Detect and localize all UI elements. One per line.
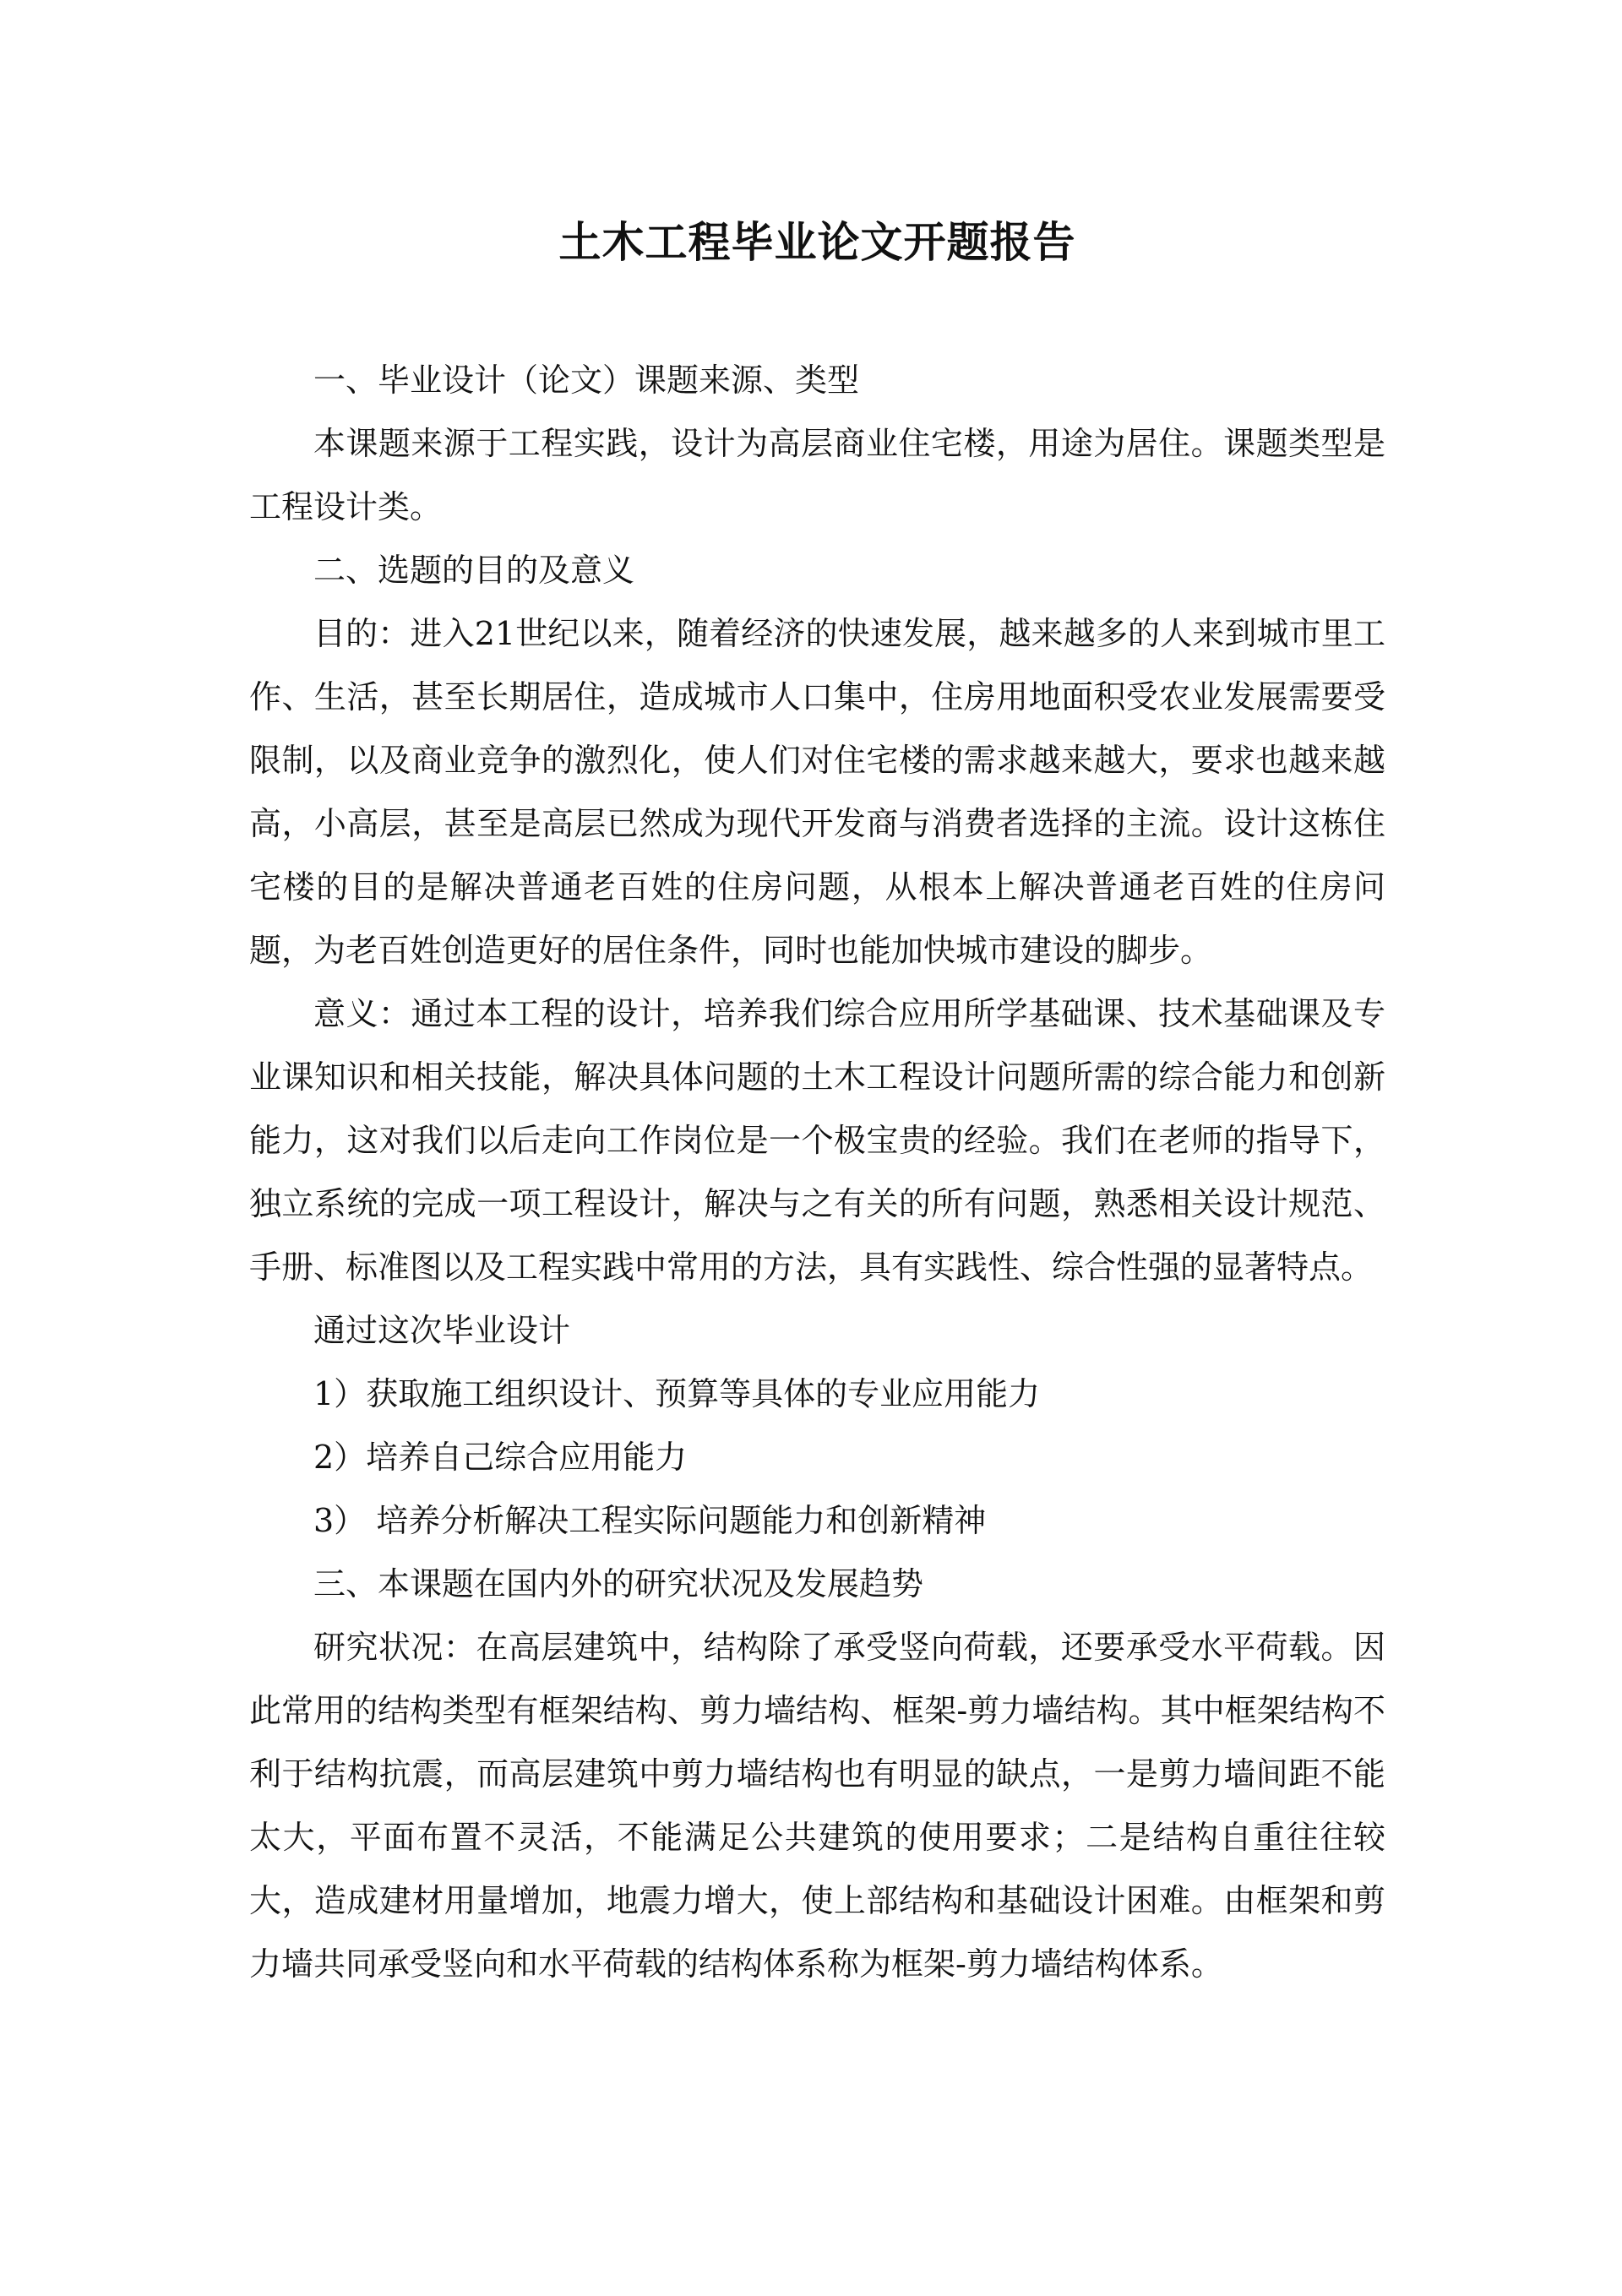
paragraph-topic-source: 本课题来源于工程实践，设计为高层商业住宅楼，用途为居住。课题类型是工程设计类。	[249, 425, 1385, 525]
paragraph-through-design: 通过这次毕业设计	[313, 1312, 571, 1349]
section-heading-1: 一、毕业设计（论文）课题来源、类型	[313, 362, 860, 399]
paragraph-research-status: 研究状况：在高层建筑中，结构除了承受竖向荷载，还要承受水平荷载。因此常用的结构类型有框架结构、剪力墙结构、框架-剪力墙结构。其中框架结构不利于结构抗震，而高层建筑中剪力墙结构也有明显的缺点，一是剪力墙间距不能太大，平面布置不灵活，不能满足公共建筑的使用要求；二是结构自重往往较大，造成建材用量增加，地震力增大，使上部结构和基础设计困难。由框架和剪力墙共同承受竖向和水平荷载的结构体系称为框架-剪力墙结构体系。	[249, 1629, 1385, 1983]
paragraph-significance: 意义：通过本工程的设计，培养我们综合应用所学基础课、技术基础课及专业课知识和相关技能，解决具体问题的土木工程设计问题所需的综合能力和创新能力，这对我们以后走向工作岗位是一个极宝贵的经验。我们在老师的指导下，独立系统的完成一项工程设计，解决与之有关的所有问题，熟悉相关设计规范、手册、标准图以及工程实践中常用的方法，具有实践性、综合性强的显著特点。	[249, 995, 1385, 1286]
section-heading-3: 三、本课题在国内外的研究状况及发展趋势	[313, 1565, 924, 1602]
section-heading-2: 二、选题的目的及意义	[313, 552, 635, 589]
list-item-2: 2）培养自己综合应用能力	[313, 1439, 688, 1476]
document-page	[249, 0, 1385, 2296]
document-title: 土木工程毕业论文开题报告	[558, 217, 1076, 267]
document-body	[249, 349, 1385, 1996]
list-item-1: 1）获取施工组织设计、预算等具体的专业应用能力	[313, 1375, 1041, 1412]
paragraph-purpose: 目的：进入21世纪以来，随着经济的快速发展，越来越多的人来到城市里工作、生活，甚至长期居住，造成城市人口集中，住房用地面积受农业发展需要受限制，以及商业竞争的激烈化，使人们对住宅楼的需求越来越大，要求也越来越高，小高层，甚至是高层已然成为现代开发商与消费者选择的主流。设计这栋住宅楼的目的是解决普通老百姓的住房问题，从根本上解决普通老百姓的住房问题，为老百姓创造更好的居住条件，同时也能加快城市建设的脚步。	[249, 615, 1385, 969]
list-item-3: 3） 培养分析解决工程实际问题能力和创新精神	[313, 1502, 987, 1539]
